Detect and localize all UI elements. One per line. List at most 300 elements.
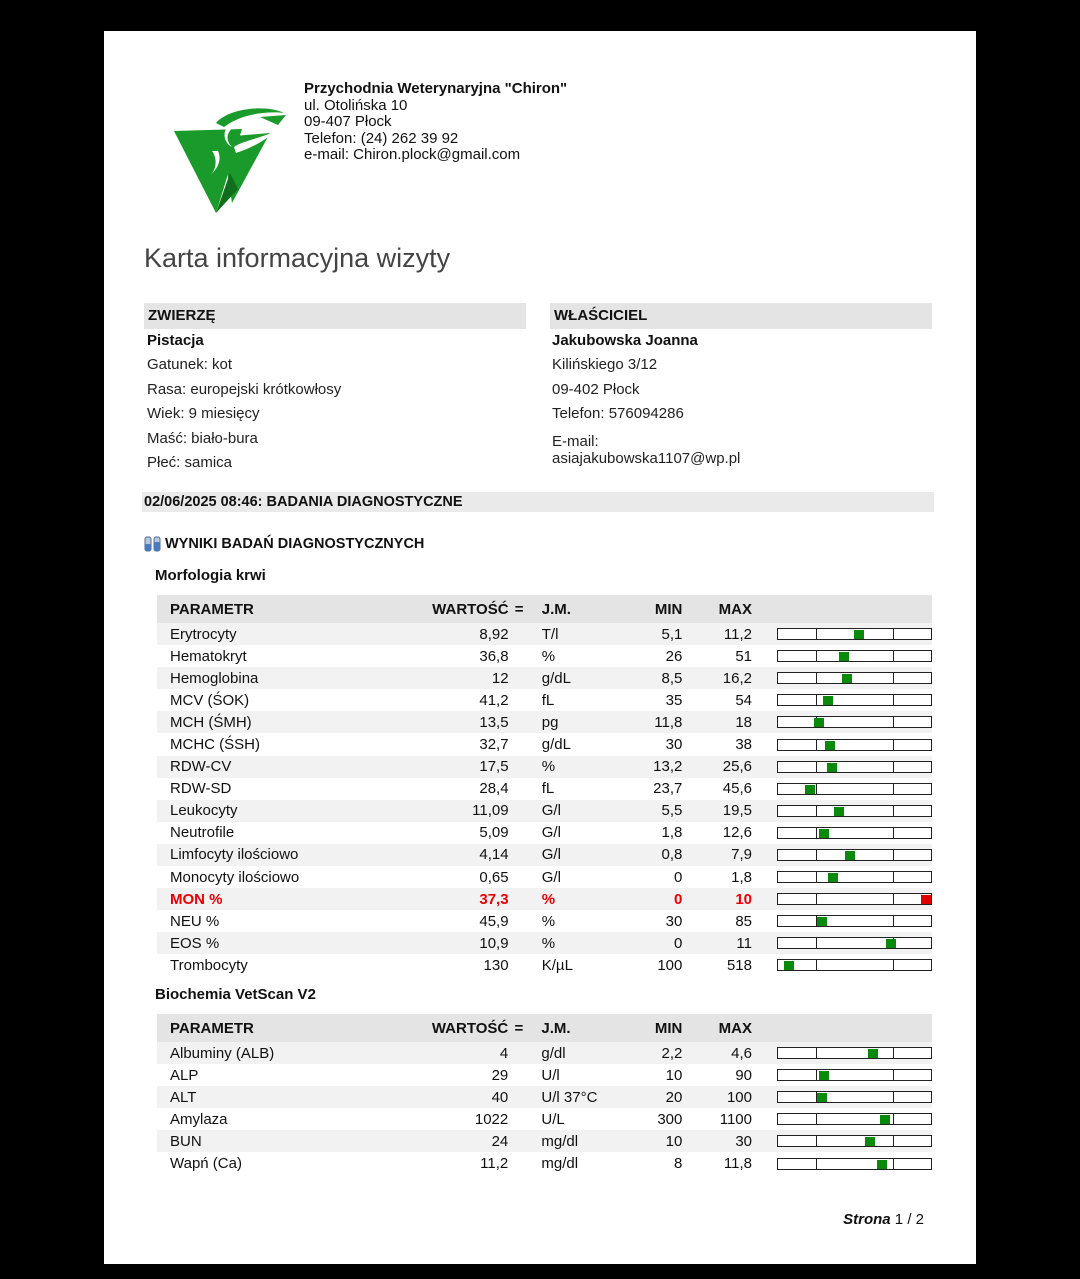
column-header-unit: J.M. xyxy=(530,595,611,623)
cell-range-bar xyxy=(752,888,932,910)
range-divider xyxy=(816,740,817,750)
cell-unit: % xyxy=(530,756,611,778)
cell-unit: mg/dl xyxy=(541,1155,579,1173)
biochemistry-table xyxy=(157,1014,932,1175)
cell-range-bar xyxy=(752,778,932,800)
cell-max: 16,2 xyxy=(682,667,752,689)
range-divider xyxy=(816,850,817,860)
cell-unit: g/dL xyxy=(541,736,571,754)
range-divider xyxy=(816,673,817,683)
cell-value: 32,7 xyxy=(479,736,509,754)
cell-unit: % xyxy=(530,932,611,954)
range-divider xyxy=(893,740,894,750)
cell-range-bar xyxy=(752,1064,932,1086)
cell-name: RDW-CV xyxy=(157,756,374,778)
cell-value: 29 xyxy=(491,1066,509,1084)
cell-unit: T/l xyxy=(530,623,611,645)
range-divider xyxy=(893,1136,894,1146)
cell-min: 23,7 xyxy=(653,780,683,798)
range-bar xyxy=(777,1135,932,1147)
range-divider xyxy=(893,1114,894,1124)
cell-min: 0 xyxy=(611,932,682,954)
cell-max: 38 xyxy=(735,736,752,754)
range-divider xyxy=(816,872,817,882)
range-marker xyxy=(877,1160,887,1169)
visit-header: 02/06/2025 08:46: BADANIA DIAGNOSTYCZNE xyxy=(142,492,934,512)
cell-min: 10 xyxy=(611,1130,682,1152)
cell-value: 28,4 xyxy=(479,780,509,798)
owner-email: asiajakubowska1107@wp.pl xyxy=(552,449,741,467)
cell-range-bar xyxy=(752,1086,932,1108)
cell-unit: U/L xyxy=(541,1110,565,1128)
clinic-info xyxy=(304,81,567,164)
range-bar xyxy=(777,805,932,817)
range-bar xyxy=(777,871,932,883)
cell-max: 85 xyxy=(735,912,752,930)
animal-header: ZWIERZĘ xyxy=(144,303,526,329)
animal-sex: Płeć: samica xyxy=(147,453,233,471)
range-bar xyxy=(777,827,932,839)
table-row xyxy=(157,1064,932,1086)
cell-max: 12,6 xyxy=(722,824,752,842)
cell-eq xyxy=(509,932,530,954)
range-marker xyxy=(868,1049,878,1058)
cell-value: 17,5 xyxy=(374,756,508,778)
column-header-eq: = xyxy=(509,595,530,623)
range-divider xyxy=(816,1136,817,1146)
table-row xyxy=(157,910,932,932)
table-header-row xyxy=(157,595,932,623)
page-title: Karta informacyjna wizyty xyxy=(144,243,451,273)
range-divider xyxy=(816,1114,817,1124)
range-bar xyxy=(777,915,932,927)
cell-max: 4,6 xyxy=(682,1042,752,1064)
range-marker xyxy=(921,895,931,904)
cell-max: 51 xyxy=(735,647,752,665)
cell-min: 10 xyxy=(665,1066,683,1084)
cell-min: 5,1 xyxy=(611,623,682,645)
range-bar xyxy=(777,1158,932,1170)
range-marker xyxy=(817,1093,827,1102)
range-bar xyxy=(777,783,932,795)
cell-min: 100 xyxy=(657,956,683,974)
table-row xyxy=(157,888,932,910)
owner-city: 09-402 Płock xyxy=(552,380,640,398)
table-row xyxy=(157,954,932,976)
range-marker xyxy=(827,763,837,772)
cell-eq xyxy=(509,756,530,778)
cell-value: 36,8 xyxy=(479,647,509,665)
page-footer xyxy=(843,1211,924,1228)
table-row xyxy=(157,1086,932,1108)
range-divider xyxy=(893,828,894,838)
cell-min: 8,5 xyxy=(611,667,682,689)
cell-eq xyxy=(508,1042,529,1064)
cell-min: 30 xyxy=(665,736,683,754)
range-marker xyxy=(839,652,849,661)
range-divider xyxy=(893,1070,894,1080)
cell-unit: g/dL xyxy=(530,667,611,689)
cell-range-bar xyxy=(752,756,932,778)
cell-value: 4,14 xyxy=(374,844,508,866)
page-label: Strona xyxy=(843,1211,891,1228)
clinic-street: ul. Otolińska 10 xyxy=(304,96,408,114)
range-divider xyxy=(893,916,894,926)
cell-eq xyxy=(508,1086,529,1108)
cell-name: Monocyty ilościowo xyxy=(170,868,300,886)
cell-eq xyxy=(509,844,530,866)
cell-value: 10,9 xyxy=(374,932,508,954)
cell-name: MCV (ŚOK) xyxy=(170,691,250,709)
range-marker xyxy=(865,1137,875,1146)
cell-value: 130 xyxy=(483,956,509,974)
column-header-param: PARAMETR xyxy=(157,1014,374,1042)
range-bar xyxy=(777,937,932,949)
clinic-email: e-mail: Chiron.plock@gmail.com xyxy=(304,146,521,163)
cell-value: 0,65 xyxy=(479,868,509,886)
range-bar xyxy=(777,849,932,861)
cell-range-bar xyxy=(752,711,932,733)
range-divider xyxy=(893,629,894,639)
cell-name: ALP xyxy=(170,1066,199,1084)
test-tubes-icon xyxy=(144,536,162,552)
range-divider xyxy=(816,629,817,639)
range-divider xyxy=(816,828,817,838)
range-bar xyxy=(777,716,932,728)
cell-name: Limfocyty ilościowo xyxy=(157,844,374,866)
section-title-morphology: Morfologia krwi xyxy=(155,567,266,584)
range-divider xyxy=(816,806,817,816)
range-bar xyxy=(777,650,932,662)
range-marker xyxy=(784,961,794,970)
animal-name: Pistacja xyxy=(147,332,204,349)
range-bar xyxy=(777,959,932,971)
owner-info xyxy=(552,332,740,467)
cell-unit: G/l xyxy=(541,868,561,886)
cell-unit: fL xyxy=(541,780,555,798)
cell-name: Wapń (Ca) xyxy=(170,1155,242,1173)
clinic-logo-icon xyxy=(172,103,292,218)
cell-value: 37,3 xyxy=(374,888,508,910)
cell-value: 40 xyxy=(374,1086,508,1108)
cell-min: 2,2 xyxy=(611,1042,682,1064)
cell-unit: g/dl xyxy=(529,1042,611,1064)
cell-max: 54 xyxy=(735,691,752,709)
cell-range-bar xyxy=(752,800,932,822)
column-header-min: MIN xyxy=(611,595,682,623)
cell-range-bar xyxy=(752,1108,932,1130)
cell-min: 35 xyxy=(665,691,683,709)
cell-min: 1,8 xyxy=(661,824,683,842)
cell-range-bar xyxy=(752,866,932,888)
range-marker xyxy=(825,741,835,750)
cell-max: 18 xyxy=(682,711,752,733)
cell-range-bar xyxy=(752,844,932,866)
range-marker xyxy=(854,630,864,639)
range-bar xyxy=(777,761,932,773)
range-marker xyxy=(886,939,896,948)
cell-range-bar xyxy=(752,623,932,645)
column-header-max: MAX xyxy=(682,1014,752,1042)
table-row xyxy=(157,711,932,733)
owner-name: Jakubowska Joanna xyxy=(552,332,698,349)
cell-max: 518 xyxy=(726,956,752,974)
cell-min: 0,8 xyxy=(611,844,682,866)
cell-eq xyxy=(508,1108,529,1130)
results-header xyxy=(144,536,424,552)
results-title: WYNIKI BADAŃ DIAGNOSTYCZNYCH xyxy=(165,536,425,552)
cell-name: BUN xyxy=(157,1130,374,1152)
range-bar xyxy=(777,1069,932,1081)
table-row xyxy=(157,756,932,778)
table-row xyxy=(157,623,932,645)
cell-min: 11,8 xyxy=(611,711,682,733)
cell-eq xyxy=(509,645,530,667)
cell-eq xyxy=(509,733,530,755)
cell-min: 300 xyxy=(657,1110,683,1128)
cell-range-bar xyxy=(752,932,932,954)
cell-range-bar xyxy=(752,689,932,711)
cell-eq xyxy=(509,954,530,976)
cell-unit: pg xyxy=(530,711,611,733)
cell-unit: K/µL xyxy=(541,956,573,974)
cell-eq xyxy=(509,667,530,689)
cell-name: NEU % xyxy=(170,912,220,930)
range-marker xyxy=(819,829,829,838)
range-divider xyxy=(893,695,894,705)
table-row xyxy=(157,1042,932,1064)
cell-eq xyxy=(509,822,530,844)
cell-unit: mg/dl xyxy=(529,1130,611,1152)
range-marker xyxy=(880,1115,890,1124)
owner-address: Kilińskiego 3/12 xyxy=(552,356,658,374)
cell-min: 26 xyxy=(665,647,683,665)
owner-phone: Telefon: 576094286 xyxy=(552,405,684,423)
cell-name: RDW-SD xyxy=(170,780,232,798)
cell-value: 11,2 xyxy=(480,1155,509,1173)
range-divider xyxy=(893,894,894,904)
cell-name: Leukocyty xyxy=(157,800,374,822)
cell-value: 13,5 xyxy=(374,711,508,733)
cell-eq xyxy=(508,1152,529,1174)
range-divider xyxy=(893,872,894,882)
cell-max: 1,8 xyxy=(731,868,752,886)
range-bar xyxy=(777,1047,932,1059)
range-divider xyxy=(816,1159,817,1169)
cell-name: Trombocyty xyxy=(170,956,248,974)
table-header-row xyxy=(157,1014,932,1042)
page-number: 1 xyxy=(894,1211,904,1228)
cell-unit: G/l xyxy=(530,800,611,822)
table-row xyxy=(157,733,932,755)
table-row xyxy=(157,645,932,667)
cell-range-bar xyxy=(752,954,932,976)
cell-range-bar xyxy=(752,822,932,844)
cell-value: 8,92 xyxy=(374,623,508,645)
cell-unit: G/l xyxy=(541,824,561,842)
cell-max: 7,9 xyxy=(682,844,752,866)
clinic-phone: Telefon: (24) 262 39 92 xyxy=(304,129,459,147)
range-divider xyxy=(893,1048,894,1058)
cell-max: 11,2 xyxy=(682,623,752,645)
range-divider xyxy=(893,806,894,816)
cell-min: 13,2 xyxy=(611,756,682,778)
table-row xyxy=(157,1130,932,1152)
cell-eq xyxy=(509,689,530,711)
cell-name: Amylaza xyxy=(170,1110,228,1128)
cell-unit: % xyxy=(541,647,556,665)
column-header-range xyxy=(752,1014,932,1042)
table-row xyxy=(157,844,932,866)
range-marker xyxy=(805,785,815,794)
cell-unit: fL xyxy=(541,691,555,709)
cell-name: Erytrocyty xyxy=(157,623,374,645)
column-header-range xyxy=(752,595,932,623)
range-divider xyxy=(816,938,817,948)
range-bar xyxy=(777,1091,932,1103)
animal-breed: Rasa: europejski krótkowłosy xyxy=(147,380,342,398)
range-marker xyxy=(834,807,844,816)
range-marker xyxy=(845,851,855,860)
table-row xyxy=(157,1108,932,1130)
cell-value: 12 xyxy=(374,667,508,689)
animal-info xyxy=(147,332,341,478)
table-row xyxy=(157,866,932,888)
column-header-min: MIN xyxy=(611,1014,682,1042)
section-title-biochemistry: Biochemia VetScan V2 xyxy=(155,986,316,1003)
owner-email-block xyxy=(552,433,740,467)
range-divider xyxy=(893,1092,894,1102)
cell-name: MCHC (ŚSH) xyxy=(170,736,260,754)
range-bar xyxy=(777,672,932,684)
range-marker xyxy=(828,873,838,882)
table-row xyxy=(157,800,932,822)
range-divider xyxy=(816,784,817,794)
cell-value: 4 xyxy=(374,1042,508,1064)
cell-max: 90 xyxy=(735,1066,752,1084)
table-row xyxy=(157,932,932,954)
range-divider xyxy=(893,850,894,860)
cell-name: Hematokryt xyxy=(170,647,247,665)
range-marker xyxy=(817,917,827,926)
animal-age: Wiek: 9 miesięcy xyxy=(147,405,260,423)
range-divider xyxy=(893,651,894,661)
range-divider xyxy=(816,762,817,772)
cell-range-bar xyxy=(752,1042,932,1064)
owner-email-label: E-mail: xyxy=(552,432,599,450)
cell-value: 11,09 xyxy=(374,800,508,822)
table-row xyxy=(157,1152,932,1174)
table-row xyxy=(157,822,932,844)
cell-name: Albuminy (ALB) xyxy=(157,1042,374,1064)
column-header-max: MAX xyxy=(682,595,752,623)
animal-species: Gatunek: kot xyxy=(147,356,233,374)
cell-eq xyxy=(509,800,530,822)
cell-unit: % xyxy=(530,888,611,910)
cell-value: 24 xyxy=(374,1130,508,1152)
cell-max: 11,8 xyxy=(723,1155,752,1173)
column-header-eq: = xyxy=(508,1014,529,1042)
range-marker xyxy=(819,1071,829,1080)
range-bar xyxy=(777,893,932,905)
cell-eq xyxy=(509,623,530,645)
cell-max: 1100 xyxy=(719,1110,752,1128)
range-divider xyxy=(816,695,817,705)
cell-max: 30 xyxy=(682,1130,752,1152)
page-total: / 2 xyxy=(907,1211,924,1228)
table-row xyxy=(157,778,932,800)
column-header-value: WARTOŚĆ xyxy=(374,595,508,623)
cell-eq xyxy=(508,1130,529,1152)
cell-min: 30 xyxy=(665,912,683,930)
range-divider xyxy=(816,960,817,970)
cell-value: 45,9 xyxy=(479,912,509,930)
range-bar xyxy=(777,628,932,640)
column-header-param: PARAMETR xyxy=(157,595,374,623)
table-row xyxy=(157,689,932,711)
cell-eq xyxy=(509,778,530,800)
cell-unit: % xyxy=(541,912,556,930)
cell-min: 0 xyxy=(611,888,682,910)
cell-name: EOS % xyxy=(157,932,374,954)
clinic-city: 09-407 Płock xyxy=(304,113,392,130)
range-divider xyxy=(893,1159,894,1169)
cell-value: 1022 xyxy=(474,1110,509,1128)
cell-unit: U/l xyxy=(541,1066,560,1084)
range-bar xyxy=(777,739,932,751)
cell-range-bar xyxy=(752,733,932,755)
animal-color: Maść: biało-bura xyxy=(147,429,258,447)
cell-eq xyxy=(509,866,530,888)
clinic-name: Przychodnia Weterynaryjna "Chiron" xyxy=(304,80,568,97)
range-bar xyxy=(777,694,932,706)
cell-range-bar xyxy=(752,667,932,689)
range-divider xyxy=(893,673,894,683)
cell-eq xyxy=(509,888,530,910)
range-marker xyxy=(842,674,852,683)
cell-min: 20 xyxy=(611,1086,682,1108)
column-header-value: WARTOŚĆ xyxy=(374,1014,508,1042)
owner-header: WŁAŚCICIEL xyxy=(550,303,932,329)
cell-max: 11 xyxy=(682,932,752,954)
range-divider xyxy=(893,717,894,727)
cell-max: 100 xyxy=(682,1086,752,1108)
cell-name: ALT xyxy=(157,1086,374,1108)
report-page xyxy=(104,31,976,1264)
range-marker xyxy=(814,718,824,727)
cell-unit: G/l xyxy=(530,844,611,866)
cell-max: 25,6 xyxy=(682,756,752,778)
cell-range-bar xyxy=(752,1130,932,1152)
range-divider xyxy=(893,762,894,772)
cell-range-bar xyxy=(752,910,932,932)
cell-max: 19,5 xyxy=(682,800,752,822)
cell-value: 5,09 xyxy=(479,824,509,842)
cell-eq xyxy=(509,910,530,932)
cell-unit: U/l 37°C xyxy=(529,1086,611,1108)
cell-name: Neutrofile xyxy=(170,824,235,842)
cell-eq xyxy=(509,711,530,733)
table-row xyxy=(157,667,932,689)
column-header-unit: J.M. xyxy=(529,1014,611,1042)
range-bar xyxy=(777,1113,932,1125)
range-divider xyxy=(893,784,894,794)
range-divider xyxy=(816,1070,817,1080)
cell-eq xyxy=(508,1064,529,1086)
range-divider xyxy=(893,960,894,970)
cell-range-bar xyxy=(752,645,932,667)
cell-min: 8 xyxy=(674,1155,683,1173)
